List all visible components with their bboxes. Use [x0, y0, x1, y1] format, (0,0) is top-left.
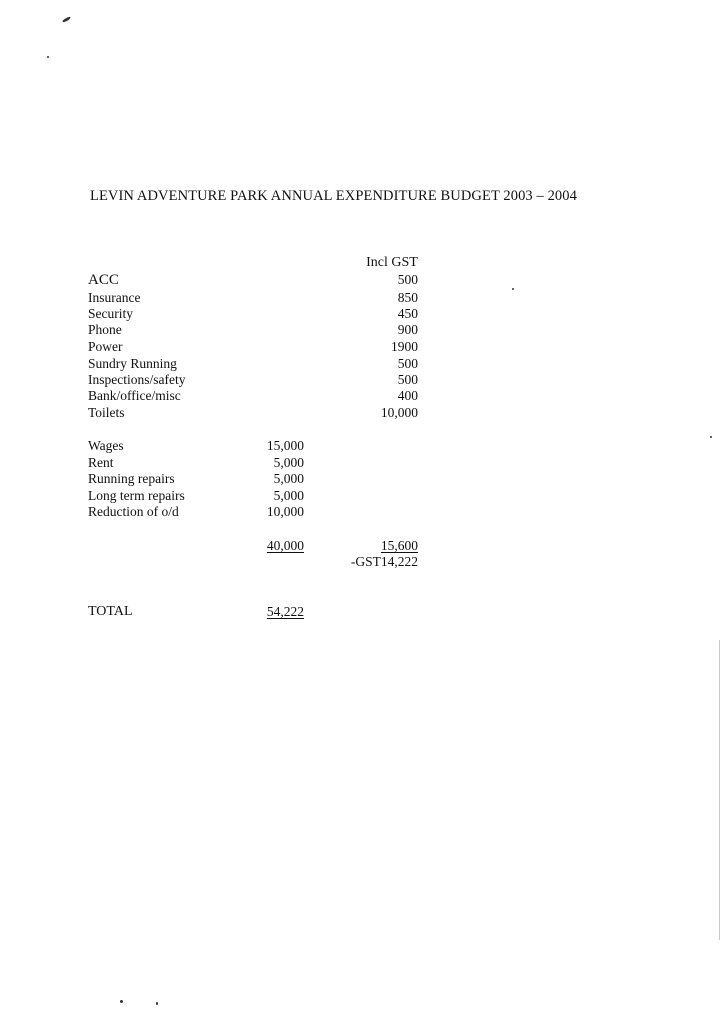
- scan-speck: [47, 56, 49, 58]
- total-value: 54,222: [266, 604, 304, 619]
- row-label-rent: Rent: [88, 455, 114, 470]
- row-value-wages: 15,000: [266, 438, 304, 453]
- row-value-security: 450: [397, 306, 418, 321]
- row-value-rent: 5,000: [273, 455, 304, 470]
- row-label-running-repairs: Running repairs: [88, 471, 175, 486]
- scan-speck: [710, 436, 712, 438]
- row-label-insurance: Insurance: [88, 290, 141, 305]
- row-value-bank-office-misc: 400: [397, 388, 418, 403]
- row-label-security: Security: [88, 306, 133, 321]
- row-value-reduction-of-od: 10,000: [266, 504, 304, 519]
- row-label-power: Power: [88, 339, 123, 354]
- row-label-acc: ACC: [88, 272, 119, 288]
- row-label-phone: Phone: [88, 322, 122, 337]
- row-value-running-repairs: 5,000: [273, 471, 304, 486]
- row-label-toilets: Toilets: [88, 405, 125, 420]
- scan-mark: [62, 16, 71, 23]
- subtotal-gst: 15,600: [380, 538, 418, 553]
- gst-column-header: Incl GST: [366, 255, 418, 270]
- row-value-acc: 500: [397, 272, 418, 287]
- scan-speck: [120, 1000, 123, 1003]
- row-label-sundry-running: Sundry Running: [88, 356, 177, 371]
- gst-deduction: -GST14,222: [350, 554, 418, 569]
- row-value-toilets: 10,000: [380, 405, 418, 420]
- row-value-power: 1900: [391, 339, 418, 354]
- row-value-long-term-repairs: 5,000: [273, 488, 304, 503]
- scan-speck: [156, 1002, 158, 1005]
- row-value-insurance: 850: [397, 290, 418, 305]
- scan-edge-line: [719, 640, 720, 940]
- row-value-inspections-safety: 500: [397, 372, 418, 387]
- row-label-wages: Wages: [88, 438, 124, 453]
- row-label-inspections-safety: Inspections/safety: [88, 372, 186, 387]
- row-label-long-term-repairs: Long term repairs: [88, 488, 185, 503]
- document-title: LEVIN ADVENTURE PARK ANNUAL EXPENDITURE BUDGET 2003 – 2004: [90, 188, 577, 204]
- row-value-phone: 900: [397, 322, 418, 337]
- total-label: TOTAL: [88, 604, 133, 619]
- subtotal-main: 40,000: [266, 538, 304, 553]
- row-label-bank-office-misc: Bank/office/misc: [88, 388, 181, 403]
- row-value-sundry-running: 500: [397, 356, 418, 371]
- scan-speck: [512, 288, 514, 290]
- row-label-reduction-of-od: Reduction of o/d: [88, 504, 179, 519]
